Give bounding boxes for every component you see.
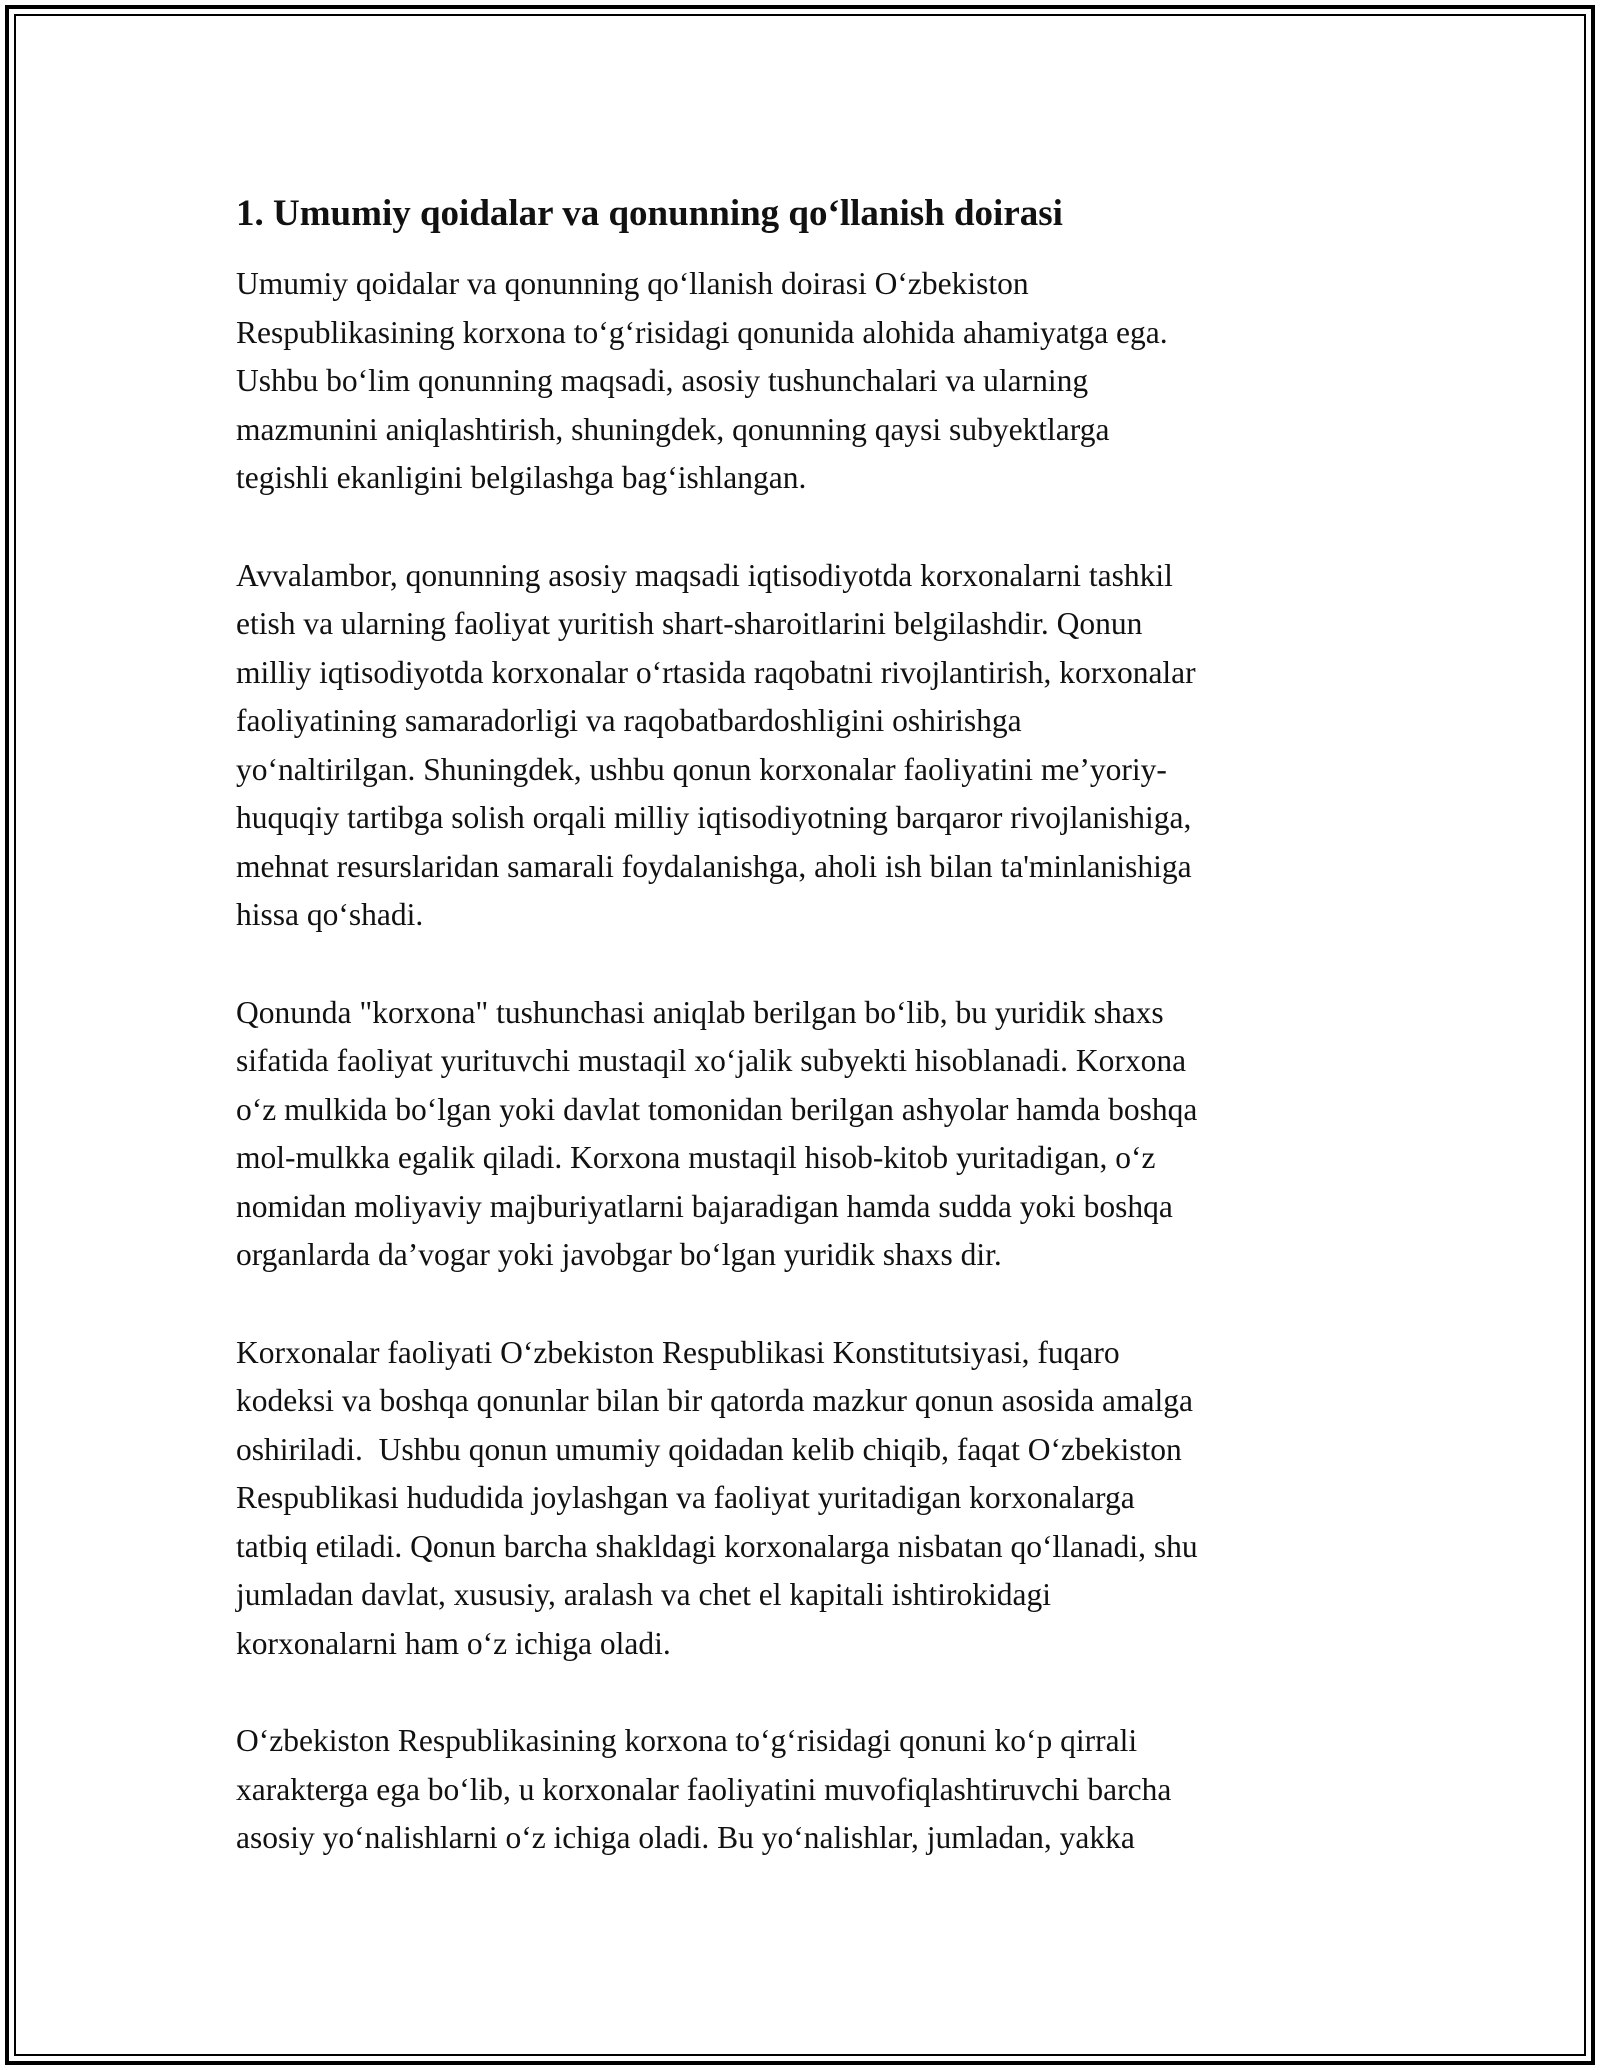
paragraph-directions: O‘zbekiston Respublikasining korxona to‘g‘risidagi qonuni ko‘p qirrali xarakterga ega bo‘lib, u korxonalar faoliyatini muvofiqlashtiruvchi barcha asosiy yo‘nalishlarni o‘z ichiga oladi. Bu yo‘nalishlar, jumladan, yakka [236, 1723, 1172, 1855]
paragraph-definition: Qonunda "korxona" tushunchasi aniqlab berilgan bo‘lib, bu yuridik shaxs sifatida faoliyat yurituvchi mustaqil xo‘jalik subyekti hisoblanadi. Korxona o‘z mulkida bo‘lgan yoki davlat tomonidan berilgan ashyolar hamda boshqa mol-mulkka egalik qiladi. Korxona mustaqil hisob-kitob yuritadigan, o‘z nomidan moliyaviy majburiyatlarni bajaradigan hamda sudda yoki boshqa organlarda da’vogar yoki javobgar bo‘lgan yuridik shaxs dir. [236, 994, 1198, 1272]
paragraph-purpose: Avvalambor, qonunning asosiy maqsadi iqtisodiyotda korxonalarni tashkil etish va ularning faoliyat yuritish shart-sharoitlarini belgilashdir. Qonun milliy iqtisodiyotda korxonalar o‘rtasida raqobatni rivojlantirish, korxonalar faoliyatining samaradorligi va raqobatbardoshligini oshirishga yo‘naltirilgan. Shuningdek, ushbu qonun korxonalar faoliyatini me’yoriy- huquqiy tartibga solish orqali milliy iqtisodiyotning barqaror rivojlanishiga, mehnat resurslaridan samarali foydalanishga, aholi ish bilan ta'minlanishiga hissa qo‘shadi. [236, 557, 1196, 932]
section-heading: 1. Umumiy qoidalar va qonunning qo‘llanish doirasi [236, 193, 1063, 234]
document-body [236, 186, 1366, 1863]
paragraph-scope: Korxonalar faoliyati O‘zbekiston Respublikasi Konstitutsiyasi, fuqaro kodeksi va boshqa qonunlar bilan bir qatorda mazkur qonun asosida amalga oshiriladi. Ushbu qonun umumiy qoidadan kelib chiqib, faqat O‘zbekiston Respublikasi hududida joylashgan va faoliyat yuritadigan korxonalarga tatbiq etiladi. Qonun barcha shakldagi korxonalarga nisbatan qo‘llanadi, shu jumladan davlat, xususiy, aralash va chet el kapitali ishtirokidagi korxonalarni ham o‘z ichiga oladi. [236, 1334, 1198, 1661]
paragraph-intro: Umumiy qoidalar va qonunning qo‘llanish doirasi O‘zbekiston Respublikasining korxona to‘g‘risidagi qonunida alohida ahamiyatga ega. Ushbu bo‘lim qonunning maqsadi, asosiy tushunchalari va ularning mazmunini aniqlashtirish, shuningdek, qonunning qaysi subyektlarga tegishli ekanligini belgilashga bag‘ishlangan. [236, 266, 1168, 495]
